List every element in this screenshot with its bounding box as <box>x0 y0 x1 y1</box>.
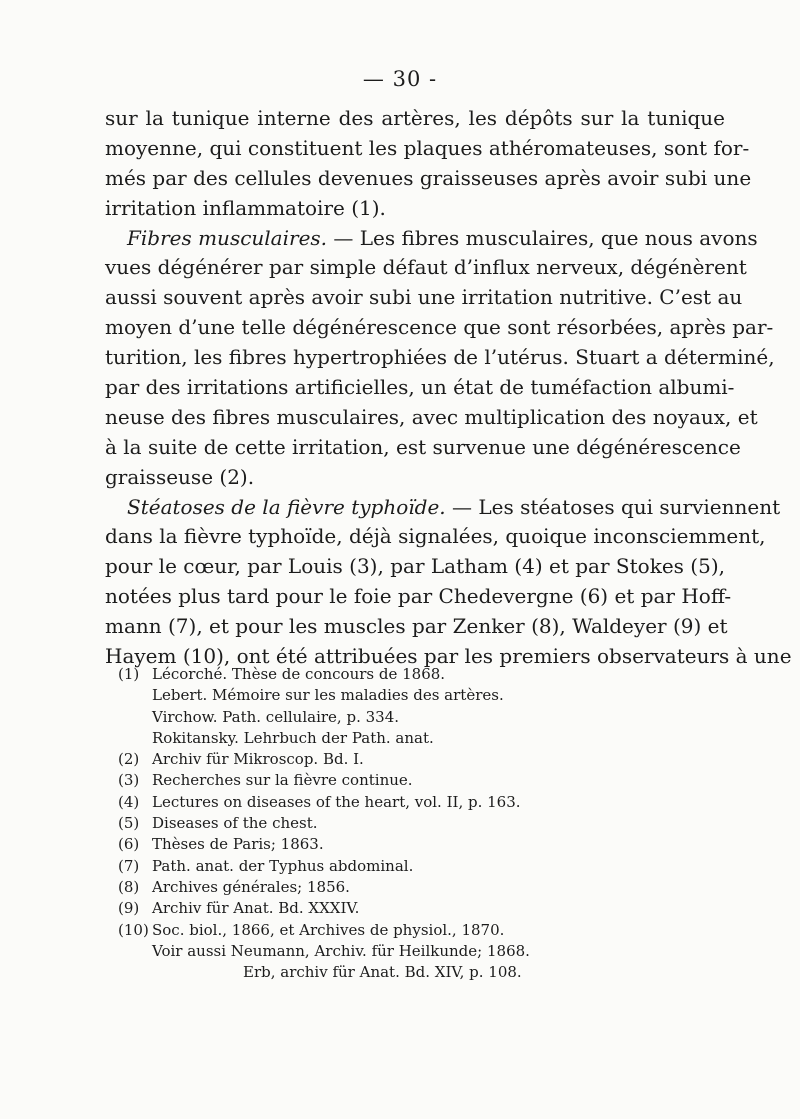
footnote-text: Lectures on diseases of the heart, vol. II, p. 163. <box>152 792 521 811</box>
footnote-number: (10) <box>118 920 149 939</box>
text-line <box>105 313 774 343</box>
text-span: aussi souvent après avoir subi une irritation nutritive. C’est au <box>105 285 743 310</box>
footnote-text: Archiv für Anat. Bd. XXXIV. <box>152 899 360 918</box>
text-span: — Les fibres musculaires, que nous avons <box>327 225 758 250</box>
footnote-text: Lécorché. Thèse de concours de 1868. <box>152 665 446 683</box>
text-span: turition, les fibres hypertrophiées de l’utérus. Stuart a déterminé, <box>105 345 775 370</box>
footnote <box>118 749 718 770</box>
text-span: pour le cœur, par Louis (3), par Latham (4) et par Stokes (5), <box>105 554 725 579</box>
text-span: vues dégénérer par simple défaut d’influx nerveux, dégénèrent <box>105 255 747 280</box>
footnote <box>118 707 718 728</box>
footnote <box>118 685 718 706</box>
footnote <box>118 664 718 685</box>
footnote <box>118 898 718 919</box>
text-span: graisseuse (2). <box>105 464 255 489</box>
text-span: mann (7), et pour les muscles par Zenker (8), Waldeyer (9) et <box>105 614 728 639</box>
text-span: Hayem (10), ont été attribuées par les premiers observateurs à une <box>105 644 792 669</box>
footnote <box>118 792 718 813</box>
text-span: — Les stéatoses qui surviennent <box>445 494 781 519</box>
footnote-text: Virchow. Path. cellulaire, p. 334. <box>152 707 400 726</box>
footnote-text: Recherches sur la fièvre continue. <box>152 771 413 790</box>
footnote <box>118 856 718 877</box>
text-line <box>105 552 725 582</box>
footnote-text: Path. anat. der Typhus abdominal. <box>152 856 414 875</box>
text-span: moyenne, qui constituent les plaques athéromateuses, sont for- <box>105 135 750 160</box>
page-number: — 30 - <box>362 67 438 91</box>
footnote-text: Voir aussi Neumann, Archiv. für Heilkunde; 1868. <box>152 941 530 960</box>
footnote-number: (8) <box>118 877 140 896</box>
footnote <box>118 770 718 791</box>
footnote-text: Diseases of the chest. <box>152 814 318 833</box>
footnote-number: (9) <box>118 899 140 918</box>
text-span: par des irritations artificielles, un état de tuméfaction albumi- <box>105 375 735 400</box>
footnote <box>118 877 718 898</box>
section-heading: Fibres musculaires. <box>127 225 328 250</box>
text-line <box>105 343 775 373</box>
text-span: à la suite de cette irritation, est survenue une dégénérescence <box>105 434 741 459</box>
footnote-number: (3) <box>118 771 140 790</box>
text-line <box>105 134 750 164</box>
footnote-text: Lebert. Mémoire sur les maladies des artères. <box>152 686 504 705</box>
text-span: irritation inflammatoire (1). <box>105 195 386 220</box>
text-line <box>105 493 781 523</box>
text-line <box>105 582 732 612</box>
text-line <box>105 403 758 433</box>
text-span: neuse des fibres musculaires, avec multiplication des noyaux, et <box>105 404 758 429</box>
footnote-number: (7) <box>118 856 140 875</box>
text-span: sur la tunique interne des artères, les dépôts sur la tunique <box>105 106 725 130</box>
footnote-text: Archiv für Mikroscop. Bd. I. <box>152 750 364 769</box>
text-line <box>105 104 725 134</box>
text-span: més par des cellules devenues graisseuses après avoir subi une <box>105 165 752 190</box>
footnote-text: Erb, archiv für Anat. Bd. XIV, p. 108. <box>243 963 522 982</box>
footnote <box>118 834 718 855</box>
footnote-number: (5) <box>118 814 140 833</box>
text-line <box>105 224 758 254</box>
section-heading: Stéatoses de la fièvre typhoïde. <box>127 494 446 519</box>
footnote <box>118 728 718 749</box>
text-span: dans la fièvre typhoïde, déjà signalées, quoique inconsciemment, <box>105 524 766 549</box>
body-text <box>105 104 792 672</box>
footnote <box>118 941 718 962</box>
text-span: notées plus tard pour le foie par Chedevergne (6) et par Hoff- <box>105 584 732 609</box>
footnotes <box>118 664 718 983</box>
footnote-text: Rokitansky. Lehrbuch der Path. anat. <box>152 728 434 747</box>
text-line <box>105 433 741 463</box>
footnote-number: (4) <box>118 792 140 811</box>
text-line <box>105 164 752 194</box>
text-line <box>105 283 743 313</box>
text-line <box>105 522 766 552</box>
footnote <box>118 813 718 834</box>
footnote-text: Archives générales; 1856. <box>152 877 350 896</box>
footnote <box>118 920 718 941</box>
footnote <box>118 962 718 983</box>
footnote-number: (6) <box>118 835 140 854</box>
footnote-number: (2) <box>118 750 140 769</box>
footnote-text: Soc. biol., 1866, et Archives de physiol., 1870. <box>152 920 505 939</box>
text-line <box>105 373 735 403</box>
text-line <box>105 253 747 283</box>
text-line <box>105 194 725 224</box>
text-span: moyen d’une telle dégénérescence que sont résorbées, après par- <box>105 315 774 340</box>
text-line <box>105 463 725 493</box>
footnote-text: Thèses de Paris; 1863. <box>152 835 324 854</box>
text-line <box>105 612 728 642</box>
footnote-number: (1) <box>118 665 140 683</box>
